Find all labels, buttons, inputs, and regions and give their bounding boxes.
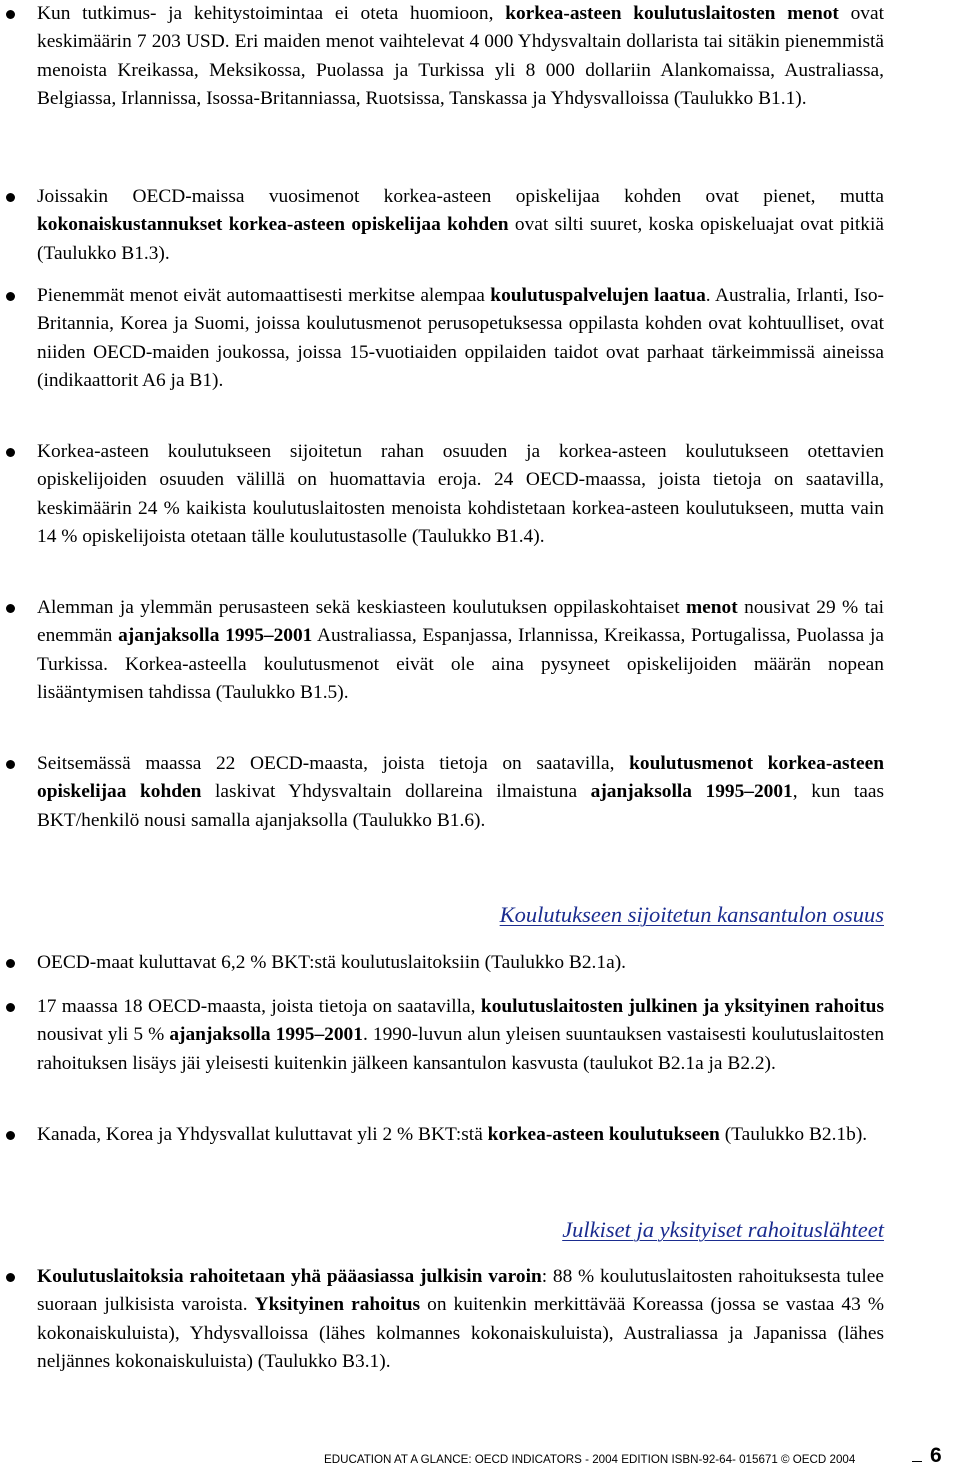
paragraph [37, 1121, 884, 1149]
paragraph [37, 1263, 884, 1376]
text-run: OECD-maat kuluttavat 6,2 % BKT:stä koulutuslaitoksiin (Taulukko B2.1a). [37, 952, 627, 973]
text-run: Kanada, Korea ja Yhdysvallat kuluttavat yli 2 % BKT:stä [37, 1124, 488, 1145]
bullet-icon [6, 292, 15, 301]
paragraph [37, 949, 884, 977]
bold-text: ajanjaksolla 1995–2001 [118, 625, 313, 647]
text-run: Korkea-asteen koulutukseen sijoitetun rahan osuuden ja korkea-asteen koulutukseen otettavien opiskelijoiden osuuden välillä on huomattavia eroja. 24 OECD-maassa, joista tietoja on saatavilla, keskimäärin 24 % kaikista koulutuslaitosten menoista kohdistetaan korkea-asteen koulutukseen, mutta vain 14 % opiskelijoista otetaan tälle koulutustasolle (Taulukko B1.4). [37, 441, 884, 547]
page-footer [324, 1444, 960, 1470]
paragraph [37, 183, 884, 268]
bold-text: Yksityinen rahoitus [254, 1294, 421, 1316]
paragraph [37, 282, 884, 395]
bold-text: menot [686, 597, 738, 618]
paragraph [37, 0, 884, 113]
text-run: laskivat Yhdysvaltain dollareina ilmaistuna [201, 781, 591, 803]
text-run: ovat keskimäärin 7 203 USD. Eri maiden menot vaihtelevat 4 000 Yhdysvaltain dollarista tai sitäkin pienemmistä menoista Kreikassa, Meksikossa, Puolassa ja Turkissa yli 8 000 dollariin Alankomaissa, Australiassa, Belgiassa, Irlannissa, Isossa-Britanniassa, Ruotsissa, Tanskassa ja Yhdysvalloissa (Taulukko B1.1). [37, 3, 884, 109]
text-run: ovat silti suuret, koska opiskeluajat ovat pitkiä (Taulukko B1.3). [37, 214, 884, 264]
bold-text: kokonaiskustannukset korkea-asteen opiskelijaa kohden [37, 214, 509, 236]
text-run: , kun taas BKT/henkilö nousi samalla ajanjaksolla (Taulukko B1.6). [37, 781, 884, 831]
text-run: : 88 % koulutuslaitosten rahoituksesta tulee suoraan julkisista varoista. [37, 1266, 884, 1316]
paragraph [37, 594, 884, 707]
text-run: on kuitenkin merkittävää Koreassa (jossa se vastaa 43 % kokonaiskuluista), Yhdysvalloissa (lähes kolmannes kokonaiskuluista), Australiassa ja Japanissa (lähes neljännes kokonaiskuluista) (Taulukko B3.1). [37, 1294, 884, 1372]
text-run: Joissakin OECD-maissa vuosimenot korkea-asteen opiskelijaa kohden ovat pienet, mutta [37, 186, 884, 207]
bold-text: korkea-asteen koulutuslaitosten menot [505, 3, 839, 24]
paragraph [37, 438, 884, 551]
text-run: . 1990-luvun alun yleisen suuntauksen vastaisesti koulutuslaitosten rahoituksen lisäys jäi yleisesti kuitenkin jälkeen kansantulon kasvusta (taulukot B2.1a ja B2.2). [37, 1024, 885, 1074]
text-run: 17 maassa 18 OECD-maasta, joista tietoja on saatavilla, [37, 996, 481, 1017]
section-heading: Julkiset ja yksityiset rahoituslähteet [562, 1217, 884, 1242]
section-heading: Koulutukseen sijoitetun kansantulon osuus [499, 902, 884, 927]
text-run: Kun tutkimus- ja kehitystoimintaa ei oteta huomioon, [37, 3, 506, 24]
bullet-icon [6, 1273, 15, 1282]
bold-text: ajanjaksolla 1995–2001 [169, 1024, 363, 1046]
bullet-icon [6, 760, 15, 769]
text-run: Seitsemässä maassa 22 OECD-maasta, joista tietoja on saatavilla, [37, 753, 630, 774]
bullet-icon [6, 1131, 15, 1140]
footer-dash [912, 1461, 922, 1462]
bold-text: koulutusmenot korkea-asteen opiskelijaa kohden [37, 753, 884, 803]
footer-text: EDUCATION AT A GLANCE: OECD INDICATORS - 2004 EDITION ISBN-92-64- 015671 © OECD 2004 [324, 1453, 856, 1466]
bullet-icon [6, 448, 15, 457]
bold-text: korkea-asteen koulutukseen [487, 1124, 720, 1145]
text-run: Alemman ja ylemmän perusasteen sekä keskiasteen koulutuksen oppilaskohtaiset [37, 597, 687, 618]
bullet-icon [6, 1003, 15, 1012]
paragraph [37, 993, 884, 1078]
text-run: (Taulukko B2.1b). [719, 1124, 868, 1145]
paragraph [37, 750, 884, 835]
bullet-icon [6, 10, 15, 19]
bold-text: ajanjaksolla 1995–2001 [590, 781, 793, 803]
text-run: nousivat 29 % tai enemmän [37, 597, 884, 647]
bold-text: koulutuspalvelujen laatua [490, 285, 706, 306]
bullet-icon [6, 959, 15, 968]
text-run: . Australia, Irlanti, Iso-Britannia, Korea ja Suomi, joissa koulutusmenot perusopetuksessa oppilasta kohden ovat kohtuulliset, ovat niiden OECD-maiden joukossa, joissa 15-vuotiaiden oppilaiden taidot ovat parhaat tärkeimmissä aineissa (indikaattorit A6 ja B1). [37, 285, 884, 391]
text-run: Pienemmät menot eivät automaattisesti merkitse alempaa [37, 285, 491, 306]
bold-text: koulutuslaitosten julkinen ja yksityinen rahoitus [480, 996, 884, 1017]
bullet-icon [6, 193, 15, 202]
bold-text: Koulutuslaitoksia rahoitetaan yhä pääasiassa julkisin varoin [37, 1266, 542, 1287]
text-run: Australiassa, Espanjassa, Irlannissa, Kreikassa, Portugalissa, Puolassa ja Turkissa. Korkea-asteella koulutusmenot eivät ole aina pysyneet opiskelijoiden määrän nopean lisääntymisen tahdissa (Taulukko B1.5). [37, 625, 885, 703]
bullet-icon [6, 604, 15, 613]
page-number: 6 [930, 1444, 942, 1467]
text-run: nousivat yli 5 % [37, 1024, 170, 1046]
